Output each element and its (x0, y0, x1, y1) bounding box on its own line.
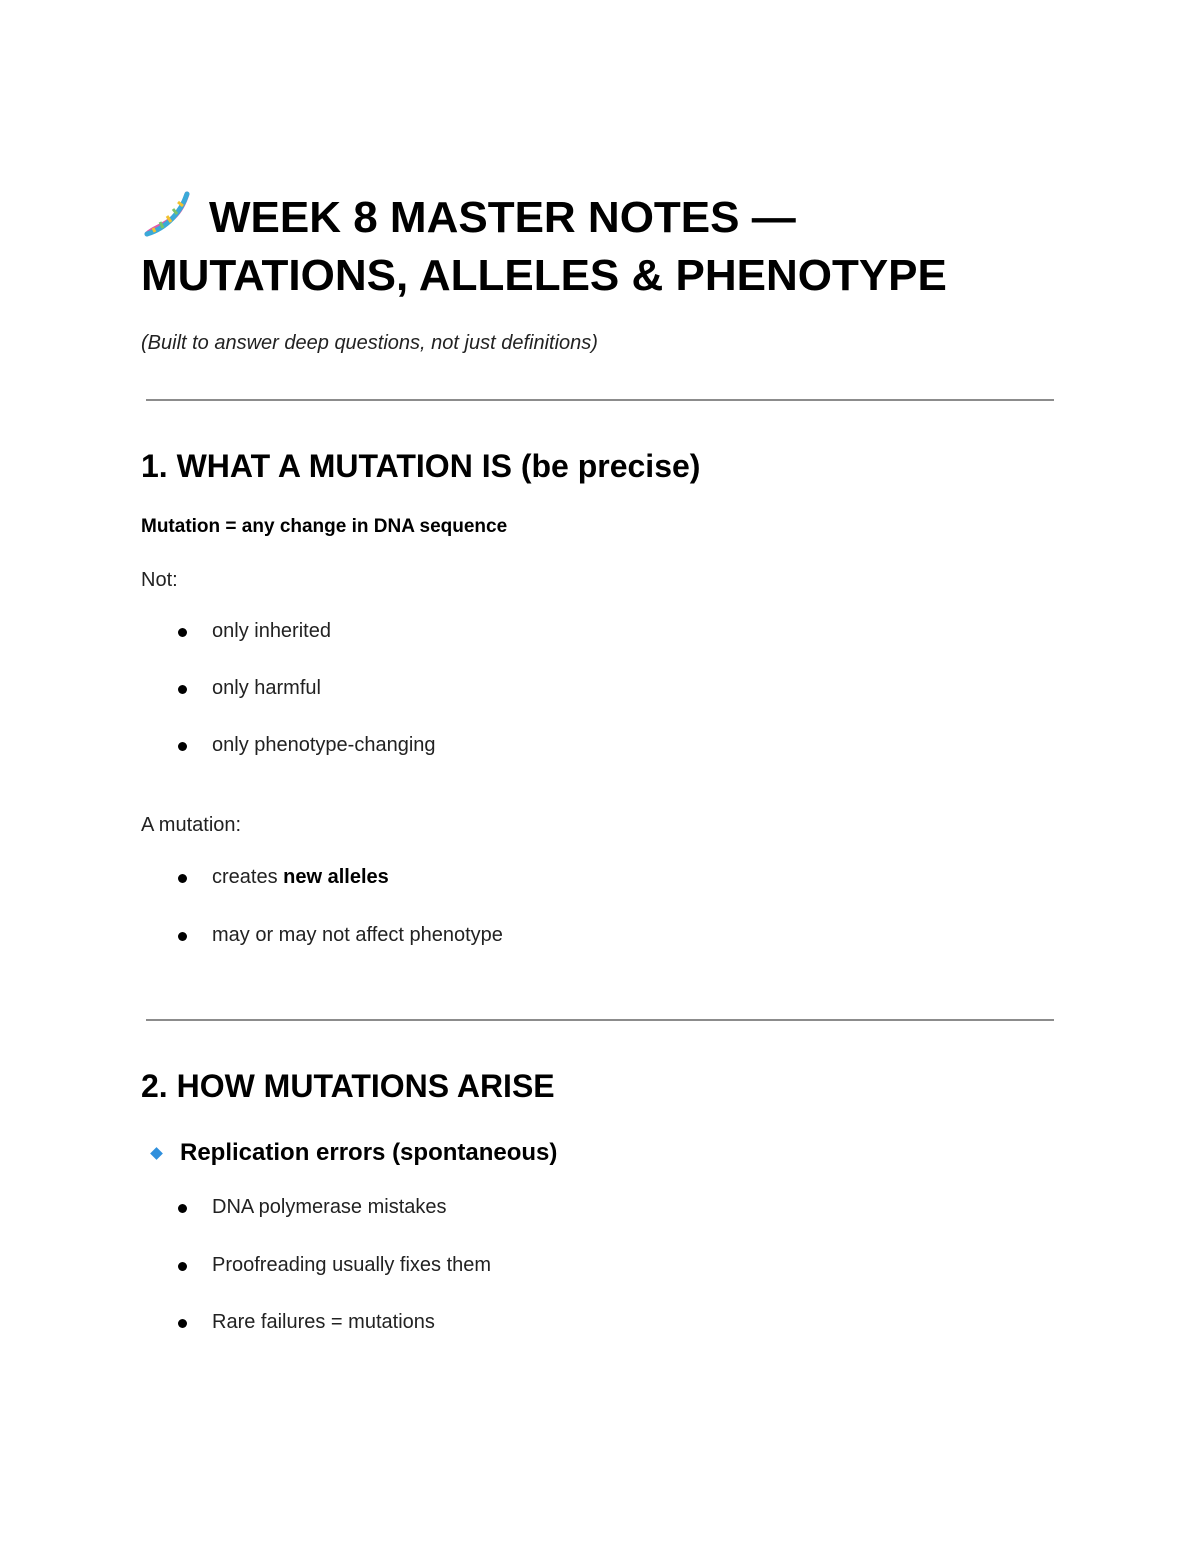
list-item: only inherited (212, 620, 331, 642)
diamond-bullet-icon (150, 1147, 163, 1160)
section-2-subheading: Replication errors (spontaneous) (180, 1139, 558, 1166)
bullet-icon (178, 1262, 187, 1271)
document-title-line-2: MUTATIONS, ALLELES & PHENOTYPE (141, 251, 947, 300)
bullet-icon (178, 685, 187, 694)
list-item: Rare failures = mutations (212, 1311, 435, 1333)
bullet-icon (178, 932, 187, 941)
horizontal-divider (146, 399, 1054, 401)
not-label: Not: (141, 569, 178, 591)
bullet-icon (178, 874, 187, 883)
list-item-prefix: creates (212, 866, 284, 888)
section-1-heading: 1. WHAT A MUTATION IS (be precise) (141, 448, 701, 484)
a-mutation-label: A mutation: (141, 814, 242, 836)
list-item-emphasis: new alleles (283, 866, 389, 888)
document-title-line-1 (141, 188, 796, 244)
list-item: only harmful (212, 677, 321, 699)
list-item (212, 866, 389, 889)
horizontal-divider (146, 1019, 1054, 1021)
mutation-definition: Mutation = any change in DNA sequence (141, 516, 508, 537)
list-item: DNA polymerase mistakes (212, 1196, 447, 1218)
bullet-icon (178, 1319, 187, 1328)
document-subtitle: (Built to answer deep questions, not just definitions) (141, 332, 598, 354)
list-item: may or may not affect phenotype (212, 924, 503, 946)
list-item: Proofreading usually fixes them (212, 1254, 492, 1276)
dna-icon (141, 188, 193, 240)
bullet-icon (178, 1204, 187, 1213)
list-item: only phenotype-changing (212, 734, 436, 756)
bullet-icon (178, 628, 187, 637)
title-text-line-1: WEEK 8 MASTER NOTES — (209, 193, 796, 242)
section-2-heading: 2. HOW MUTATIONS ARISE (141, 1068, 555, 1104)
bullet-icon (178, 742, 187, 751)
